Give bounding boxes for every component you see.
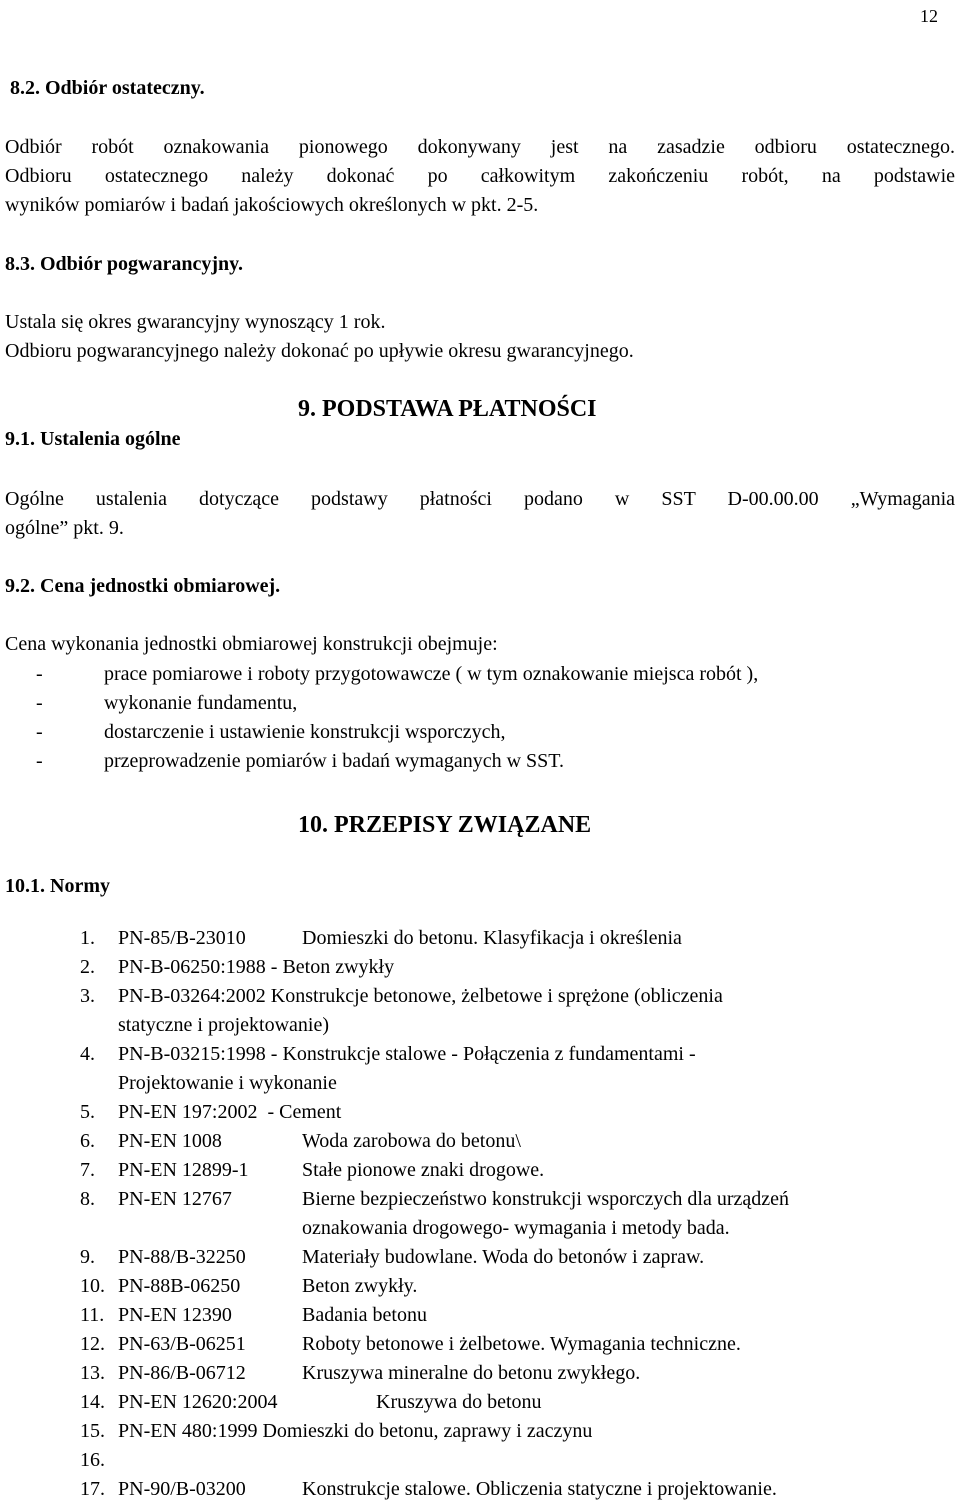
norm-item: 9. PN-88/B-32250 Materiały budowlane. Woda do betonów i zapraw. <box>80 1246 705 1268</box>
norm-item: 1. PN-85/B-23010 Domieszki do betonu. Klasyfikacja i określenia <box>80 927 682 949</box>
cost-items-list <box>24 660 758 776</box>
norm-item: 12. PN-63/B-06251 Roboty betonowe i żelbetowe. Wymagania techniczne. <box>80 1333 741 1355</box>
norm-item: 3. PN-B-03264:2002 Konstrukcje betonowe, żelbetowe i sprężone (obliczenia statyczne i projektowanie) <box>80 985 723 1036</box>
section-9-general-line-1: Ogólne ustalenia dotyczące podstawy płatności podano w SST D-00.00.00 „Wymagania <box>5 488 955 510</box>
norm-item: 11. PN-EN 12390 Badania betonu <box>80 1304 427 1326</box>
norm-item: 5. PN-EN 197:2002 - Cement <box>80 1101 342 1123</box>
section-9-title: 9. PODSTAWA PŁATNOŚCI <box>298 396 597 422</box>
dash-bullet: - <box>36 692 43 714</box>
norm-item: 8. PN-EN 12767 Bierne bezpieczeństwo konstrukcji wsporczych dla urządzeń oznakowania drogowego- wymagania i metody bada. <box>80 1188 790 1239</box>
list-item: - dostarczenie i ustawienie konstrukcji wsporczych, <box>24 718 758 747</box>
dash-bullet: - <box>36 750 43 772</box>
section-10-title: 10. PRZEPISY ZWIĄZANE <box>298 812 592 838</box>
list-item: - wykonanie fundamentu, <box>24 689 758 718</box>
list-item: - przeprowadzenie pomiarów i badań wymaganych w SST. <box>24 747 758 776</box>
norm-item: 10. PN-88B-06250 Beton zwykły. <box>80 1275 418 1297</box>
norm-item: 4. PN-B-03215:1998 - Konstrukcje stalowe - Połączenia z fundamentami - Projektowanie i wykonanie <box>80 1043 696 1094</box>
page-number: 12 <box>920 6 938 26</box>
norm-item: 17. PN-90/B-03200 Konstrukcje stalowe. Obliczenia statyczne i projektowanie. <box>80 1478 777 1500</box>
section-8-3-line-1: Ustala się okres gwarancyjny wynoszący 1 rok. <box>5 311 386 333</box>
norm-item: 2. PN-B-06250:1988 - Beton zwykły <box>80 956 395 978</box>
section-8-2-line-2: Odbioru ostatecznego należy dokonać po całkowitym zakończeniu robót, na podstawie <box>5 165 955 187</box>
section-9-1-heading: 9.1. Ustalenia ogólne <box>5 428 181 450</box>
section-9-2-intro: Cena wykonania jednostki obmiarowej konstrukcji obejmuje: <box>5 633 498 655</box>
section-8-3-heading: 8.3. Odbiór pogwarancyjny. <box>5 253 243 275</box>
norm-item: 6. PN-EN 1008 Woda zarobowa do betonu\ <box>80 1130 521 1152</box>
norm-item: 15. PN-EN 480:1999 Domieszki do betonu, zaprawy i zaczynu <box>80 1420 593 1442</box>
norm-item: 14. PN-EN 12620:2004 Kruszywa do betonu <box>80 1391 542 1413</box>
section-8-2-line-3: wyników pomiarów i badań jakościowych określonych w pkt. 2-5. <box>5 194 539 216</box>
section-8-2-heading: 8.2. Odbiór ostateczny. <box>10 77 205 99</box>
section-9-general-line-2: ogólne” pkt. 9. <box>5 517 124 539</box>
dash-bullet: - <box>36 721 43 743</box>
norm-item: 16. <box>80 1449 105 1471</box>
section-8-3-line-2: Odbioru pogwarancyjnego należy dokonać po upływie okresu gwarancyjnego. <box>5 340 634 362</box>
norm-item: 13. PN-86/B-06712 Kruszywa mineralne do betonu zwykłego. <box>80 1362 641 1384</box>
section-9-2-heading: 9.2. Cena jednostki obmiarowej. <box>5 575 281 597</box>
section-8-2-line-1: Odbiór robót oznakowania pionowego dokonywany jest na zasadzie odbioru ostatecznego. <box>5 136 955 158</box>
norms-list <box>80 924 940 1504</box>
norm-item: 7. PN-EN 12899-1 Stałe pionowe znaki drogowe. <box>80 1159 545 1181</box>
list-item: - prace pomiarowe i roboty przygotowawcze ( w tym oznakowanie miejsca robót ), <box>24 660 758 689</box>
dash-bullet: - <box>36 663 43 685</box>
section-10-1-heading: 10.1. Normy <box>5 875 110 897</box>
